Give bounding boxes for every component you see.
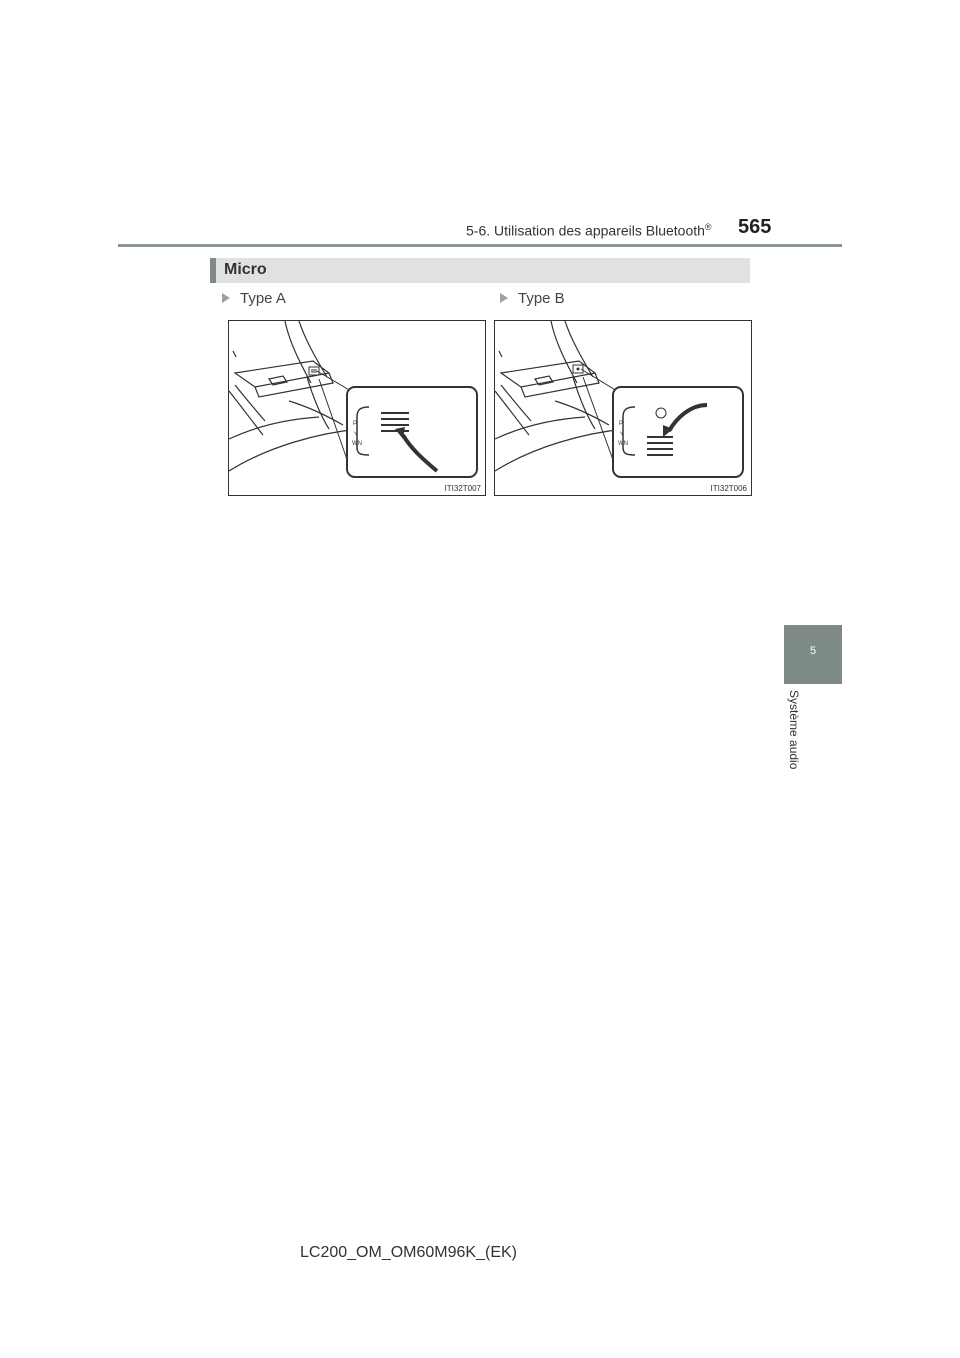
footer-document-code: LC200_OM_OM60M96K_(EK) — [300, 1244, 517, 1261]
chapter-tab — [784, 625, 842, 684]
triangle-bullet-icon — [222, 293, 230, 303]
overhead-console-illustration — [229, 321, 485, 495]
svg-text:P: P — [619, 421, 624, 427]
figure-label-type-b — [500, 290, 565, 307]
svg-text:P: P — [353, 421, 358, 427]
svg-text:WN: WN — [618, 441, 628, 447]
section-heading-title: Micro — [224, 261, 267, 278]
header-section-text: 5-6. Utilisation des appareils Bluetooth — [466, 222, 705, 239]
chapter-tab-label: Système audio — [787, 690, 801, 770]
overhead-console-illustration — [495, 321, 751, 495]
section-heading-bar — [210, 258, 750, 283]
figure-code: ITI32T007 — [444, 484, 481, 493]
page-number: 565 — [738, 216, 772, 238]
chapter-tab-number: 5 — [809, 645, 817, 657]
figure-code: ITI32T006 — [710, 484, 747, 493]
figure-type-b — [494, 320, 752, 496]
section-heading-accent — [210, 258, 216, 283]
triangle-bullet-icon — [500, 293, 508, 303]
registered-mark: ® — [704, 222, 712, 232]
figure-label-text: Type A — [240, 290, 286, 307]
svg-text:WN: WN — [352, 441, 362, 447]
header-rule — [118, 244, 842, 247]
figure-label-text: Type B — [518, 290, 565, 307]
figure-type-a — [228, 320, 486, 496]
figure-label-type-a — [222, 290, 286, 307]
svg-text:↘: ↘ — [353, 431, 359, 437]
header-section-title — [466, 222, 712, 239]
svg-text:↘: ↘ — [619, 431, 625, 437]
